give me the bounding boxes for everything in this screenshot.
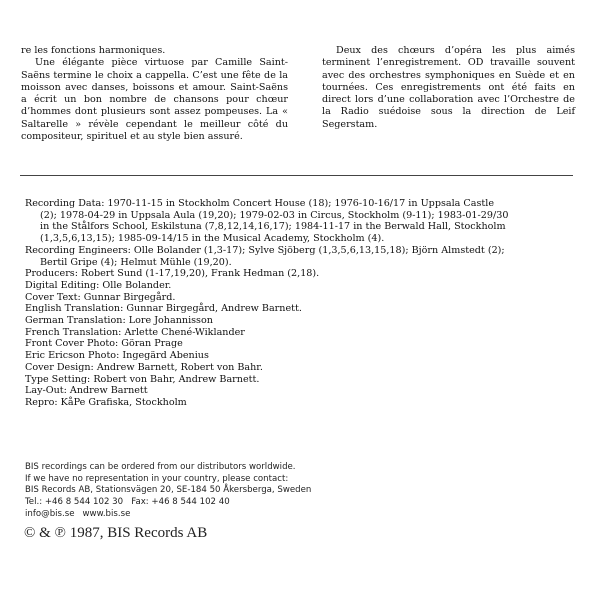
website-link[interactable]: www.bis.se: [82, 508, 131, 519]
distributor-info: [25, 462, 311, 521]
paragraph: Une élégante pièce virtuose par Camille Saint-Saëns termine le choix a cappella. C’est une fête de la moisson avec danses, boissons et amour. Saint-Saëns a écrit un bon nombre de chansons pour chœur d’hommes dont plusieurs sont assez pompeuses. La « Saltarelle » révèle cependant le meilleur côté du compositeur, spirituel et au style bien assuré.: [21, 57, 288, 143]
credit-line: Repro: KåPe Grafiska, Stockholm: [25, 396, 187, 408]
info-line: BIS Records AB, Stationsvägen 20, SE-184 50 Åkersberga, Sweden: [25, 485, 312, 496]
credit-line: English Translation: Gunnar Birgegård, Andrew Barnett.: [25, 303, 302, 315]
info-line: If we have no representation in your country, please contact:: [25, 473, 289, 484]
credit-line: French Translation: Arlette Chené-Wiklander: [25, 326, 245, 338]
info-line: BIS recordings can be ordered from our distributors worldwide.: [25, 462, 296, 472]
credit-line: German Translation: Lore Johannisson: [25, 315, 213, 327]
left-text-column: [21, 45, 288, 143]
credit-line: Digital Editing: Olle Bolander.: [25, 279, 172, 291]
credit-line: Producers: Robert Sund (1-17,19,20), Frank Hedman (2,18).: [25, 268, 320, 280]
credit-line: Type Setting: Robert von Bahr, Andrew Barnett.: [25, 373, 260, 385]
contact-numbers: Tel.: +46 8 544 102 30 Fax: +46 8 544 102 40: [25, 497, 230, 508]
contact-links: [25, 509, 311, 521]
credit-line: Cover Text: Gunnar Birgegård.: [25, 291, 176, 303]
credit-line: Eric Ericson Photo: Ingegärd Abenius: [25, 350, 209, 362]
copyright-notice: © & ℗ 1987, BIS Records AB: [24, 525, 208, 541]
credit-line: Cover Design: Andrew Barnett, Robert von Bahr.: [25, 361, 263, 373]
paragraph: re les fonctions harmoniques.: [21, 45, 166, 56]
right-text-column: [322, 45, 575, 131]
horizontal-divider: [20, 175, 573, 176]
credit-line: Front Cover Photo: Göran Prage: [25, 338, 183, 350]
credit-line: (1,3,5,6,13,15); 1985-09-14/15 in the Musical Academy, Stockholm (4).: [40, 233, 385, 245]
credit-line: in the Stålfors School, Eskilstuna (7,8,12,14,16,17); 1984-11-17 in the Berwald Hall, Stockholm: [40, 221, 506, 233]
credit-line: Recording Engineers: Olle Bolander (1,3-17); Sylve Sjöberg (1,3,5,6,13,15,18); Björn Almstedt (2);: [25, 244, 505, 256]
credit-line: Bertil Gripe (4); Helmut Mühle (19,20).: [40, 256, 232, 268]
credit-line: (2); 1978-04-29 in Uppsala Aula (19,20); 1979-02-03 in Circus, Stockholm (9-11); 1983-01-29/30: [40, 209, 509, 221]
credit-line: Lay-Out: Andrew Barnett: [25, 385, 148, 397]
email-link[interactable]: info@bis.se: [25, 508, 75, 519]
credit-line: Recording Data: 1970-11-15 in Stockholm Concert House (18); 1976-10-16/17 in Uppsala Castle: [25, 198, 495, 209]
paragraph: Deux des chœurs d’opéra les plus aimés terminent l’enregistrement. OD travaille souvent avec des orchestres symphoniques en Suède et en tournées. Ces enregistrements ont été faits en direct lors d’une collaboration avec l’Orchestre de la Radio suédoise sous la direction de Leif Segerstam.: [322, 45, 575, 130]
recording-credits: [25, 198, 508, 409]
